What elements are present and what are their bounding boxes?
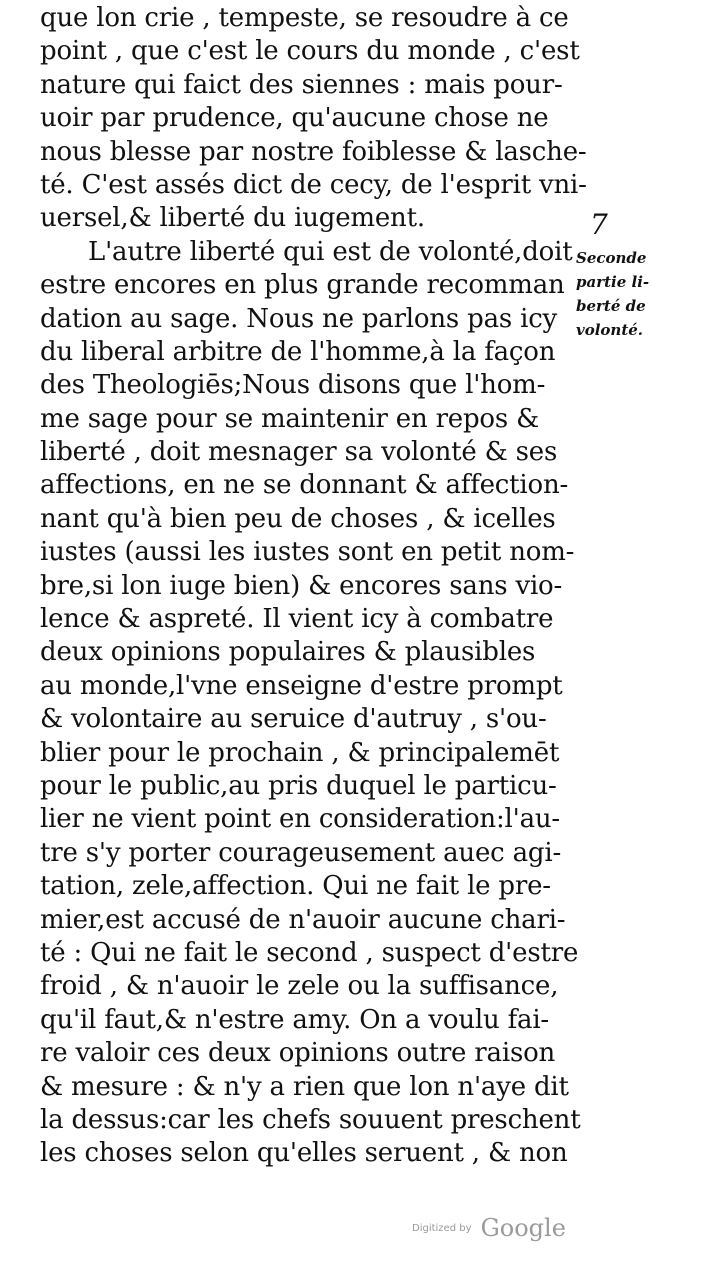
google-logo: Google: [480, 1214, 566, 1242]
text-line: la dessus:car les chefs souuent preschent: [40, 1104, 581, 1135]
margin-note-line: berté de: [576, 297, 646, 315]
text-line: liberté , doit mesnager sa volonté & ses: [40, 437, 558, 468]
text-line: & mesure : & n'y a rien que lon n'aye dit: [40, 1071, 569, 1102]
margin-note-line: volonté.: [576, 321, 644, 339]
body-text: [40, 2, 587, 1171]
margin-note-line: partie li-: [576, 273, 650, 291]
section-number: 7: [590, 208, 608, 241]
text-line: tation, zele,affection. Qui ne fait le pre-: [40, 871, 551, 902]
margin-note-line: Seconde: [576, 249, 647, 267]
text-line: lence & aspreté. Il vient icy à combatre: [40, 604, 554, 635]
text-line: dation au sage. Nous ne parlons pas icy: [40, 303, 558, 334]
text-line: des Theologiēs;Nous disons que l'hom-: [40, 370, 546, 401]
text-line: au monde,l'vne enseigne d'estre prompt: [40, 670, 563, 701]
paragraph-start-line: L'autre liberté qui est de volonté,doit: [88, 236, 573, 267]
text-line: pour le public,au pris duquel le particu-: [40, 770, 557, 801]
text-line: qu'il faut,& n'estre amy. On a voulu fai-: [40, 1004, 550, 1035]
google-watermark: [412, 1214, 566, 1242]
text-line: froid , & n'auoir le zele ou la suffisance,: [40, 971, 559, 1002]
text-line: nant qu'à bien peu de choses , & icelles: [40, 503, 556, 534]
text-line: nous blesse par nostre foiblesse & lasche-: [40, 136, 587, 167]
text-line: point , que c'est le cours du monde , c'est: [40, 36, 580, 67]
margin-note: [576, 246, 666, 342]
watermark-caption: Digitized by: [412, 1222, 472, 1234]
text-line: bre,si lon iuge bien) & encores sans vio-: [40, 570, 563, 601]
text-line: & volontaire au seruice d'autruy , s'ou-: [40, 704, 547, 735]
text-line: té : Qui ne fait le second , suspect d'estre: [40, 937, 579, 968]
text-line: té. C'est assés dict de cecy, de l'esprit vni-: [40, 169, 587, 200]
text-line: uoir par prudence, qu'aucune chose ne: [40, 103, 549, 134]
text-line: affections, en ne se donnant & affection-: [40, 470, 569, 501]
text-line: deux opinions populaires & plausibles: [40, 637, 536, 668]
text-line: estre encores en plus grande recomman: [40, 270, 565, 301]
text-line: mier,est accusé de n'auoir aucune chari-: [40, 904, 566, 935]
text-line: blier pour le prochain , & principalemēt: [40, 737, 560, 768]
text-line: du liberal arbitre de l'homme,à la façon: [40, 336, 556, 367]
text-line: que lon crie , tempeste, se resoudre à ce: [40, 3, 569, 33]
text-line: iustes (aussi les iustes sont en petit nom-: [40, 537, 575, 568]
text-line: lier ne vient point en consideration:l'au-: [40, 804, 561, 835]
text-line: uersel,& liberté du iugement.: [40, 203, 425, 234]
text-line: re valoir ces deux opinions outre raison: [40, 1038, 556, 1069]
text-line: nature qui faict des siennes : mais pour-: [40, 69, 563, 100]
text-line: me sage pour se maintenir en repos &: [40, 403, 540, 434]
text-line: tre s'y porter courageusement auec agi-: [40, 837, 562, 868]
text-line: les choses selon qu'elles seruent , & non: [40, 1138, 568, 1169]
